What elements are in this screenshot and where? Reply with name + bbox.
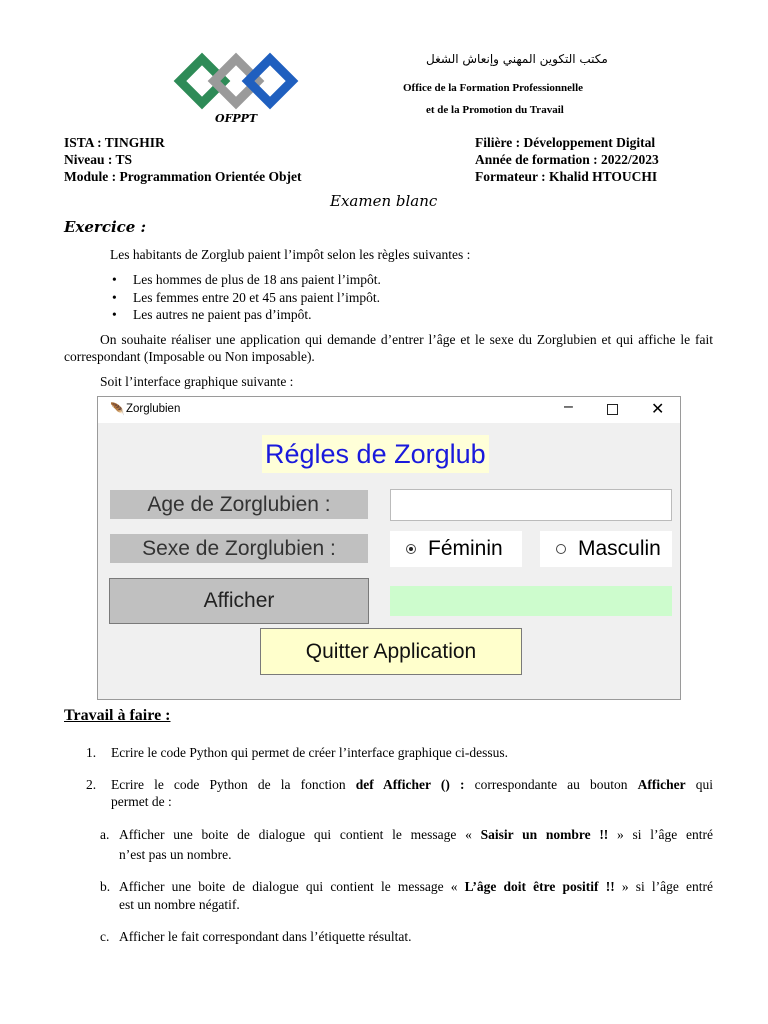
window-title: Zorglubien xyxy=(126,403,181,415)
bullet-icon: • xyxy=(112,307,117,322)
org-name-line1: Office de la Formation Professionnelle xyxy=(403,82,584,94)
subtask-letter: b. xyxy=(100,879,111,894)
filiere-line: Filière : Développement Digital xyxy=(475,135,656,150)
subtask-b: b. Afficher une boite de dialogue qui contient le message « L’âge doit être positif !! » si l’âge entré est un nombre négatif. xyxy=(100,879,714,912)
subtask-c: c. Afficher le fait correspondant dans l’étiquette résultat. xyxy=(100,929,412,944)
ofppt-caption: OFPPT xyxy=(215,112,258,125)
close-icon[interactable]: ✕ xyxy=(651,401,665,418)
radio-masculin[interactable] xyxy=(540,531,672,567)
minimize-icon[interactable]: – xyxy=(564,398,573,415)
org-arabic-name: مكتب التكوين المهني وإنعاش الشغل xyxy=(426,52,608,66)
subtask-letter: a. xyxy=(100,827,110,842)
sexe-label: Sexe de Zorglubien : xyxy=(110,534,368,563)
age-label: Age de Zorglubien : xyxy=(110,490,368,519)
age-input[interactable] xyxy=(390,489,672,521)
formateur-line: Formateur : Khalid HTOUCHI xyxy=(475,169,658,184)
bullet-icon: • xyxy=(112,272,117,287)
org-name-line2: et de la Promotion du Travail xyxy=(426,104,564,116)
interface-intro: Soit l’interface graphique suivante : xyxy=(100,374,294,389)
ista-line: ISTA : TINGHIR xyxy=(64,135,165,150)
ofppt-logo xyxy=(172,50,302,112)
task-number: 1. xyxy=(86,745,97,760)
app-description: On souhaite réaliser une application qui demande d’entrer l’âge et le sexe du Zorglubien et qui affiche le fait correspondant (Imposable ou Non imposable). xyxy=(64,332,713,364)
module-line: Module : Programmation Orientée Objet xyxy=(64,169,302,184)
maximize-icon[interactable] xyxy=(607,404,618,415)
radio-feminin-label: Féminin xyxy=(428,537,503,560)
ofppt-logo-icon xyxy=(172,50,302,112)
result-label xyxy=(390,586,672,616)
intro-text: Les habitants de Zorglub paient l’impôt selon les règles suivantes : xyxy=(110,247,471,262)
window-titlebar[interactable] xyxy=(98,397,680,423)
niveau-line: Niveau : TS xyxy=(64,152,133,167)
left-info-block xyxy=(64,134,301,185)
quit-button[interactable]: Quitter Application xyxy=(260,628,522,675)
feather-icon: 🪶 xyxy=(110,402,125,416)
right-info-block xyxy=(475,134,659,185)
subtask-letter: c. xyxy=(100,929,110,944)
radio-selected-icon xyxy=(406,544,416,554)
afficher-button[interactable]: Afficher xyxy=(109,578,369,624)
task-2: 2. Ecrire le code Python de la fonction def Afficher () : correspondante au bouton Afficher qui permet de : xyxy=(86,777,713,809)
annee-line: Année de formation : 2022/2023 xyxy=(475,152,659,167)
work-heading: Travail à faire : xyxy=(64,707,171,724)
rule-item: • Les femmes entre 20 et 45 ans paient l’impôt. xyxy=(112,289,381,305)
window-heading: Régles de Zorglub xyxy=(262,435,489,473)
zorglubien-window xyxy=(97,396,681,700)
radio-masculin-label: Masculin xyxy=(578,537,661,560)
task-number: 2. xyxy=(86,777,97,792)
radio-unselected-icon xyxy=(556,544,566,554)
rules-list xyxy=(112,271,381,324)
rule-item: • Les hommes de plus de 18 ans paient l’impôt. xyxy=(112,272,381,287)
rule-item: • Les autres ne paient pas d’impôt. xyxy=(112,307,312,322)
bullet-icon: • xyxy=(112,289,117,305)
page-title: Examen blanc xyxy=(330,192,438,210)
exercise-heading: Exercice : xyxy=(64,218,147,236)
radio-feminin[interactable] xyxy=(390,531,522,567)
task-1: 1. Ecrire le code Python qui permet de créer l’interface graphique ci-dessus. xyxy=(86,745,508,760)
subtask-a: a. Afficher une boite de dialogue qui contient le message « Saisir un nombre !! » si l’âge entré n’est pas un nombre. xyxy=(100,827,713,862)
